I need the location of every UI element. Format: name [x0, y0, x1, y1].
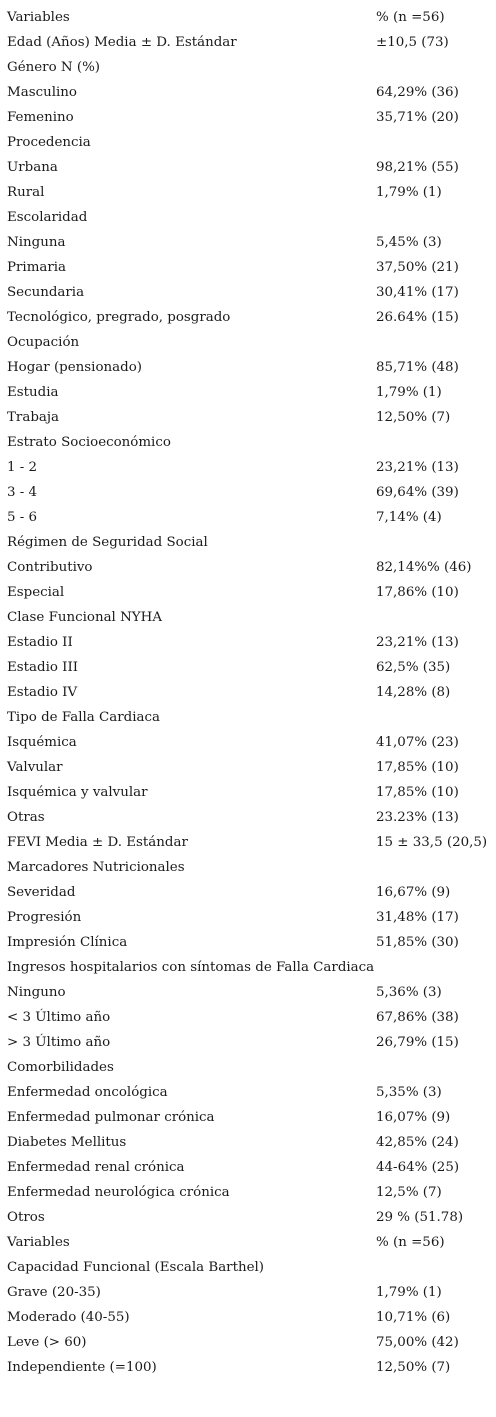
table-row	[7, 830, 496, 855]
table-row	[7, 930, 496, 955]
variable-cell: Tecnológico, pregrado, posgrado	[7, 310, 231, 325]
variable-cell: Enfermedad oncológica	[7, 1085, 168, 1100]
variable-cell: Masculino	[7, 85, 77, 100]
table-row	[7, 605, 496, 630]
table-row	[7, 655, 496, 680]
value-cell: 51,85% (30)	[376, 935, 459, 950]
value-cell: % (n =56)	[376, 10, 445, 25]
variable-cell: Ninguna	[7, 235, 66, 250]
value-cell: 26,79% (15)	[376, 1035, 459, 1050]
value-cell: 14,28% (8)	[376, 685, 451, 700]
table-row	[7, 955, 496, 980]
variable-cell: Clase Funcional NYHA	[7, 610, 162, 625]
value-cell: ±10,5 (73)	[376, 35, 449, 50]
value-cell: 98,21% (55)	[376, 160, 459, 175]
variable-cell: Estrato Socioeconómico	[7, 435, 171, 450]
table-row	[7, 1030, 496, 1055]
value-cell: 64,29% (36)	[376, 85, 459, 100]
value-cell: 7,14% (4)	[376, 510, 442, 525]
table-row	[7, 155, 496, 180]
value-cell: 82,14%% (46)	[376, 560, 472, 575]
variable-cell: Variables	[7, 1235, 70, 1250]
variable-cell: Tipo de Falla Cardiaca	[7, 710, 160, 725]
value-cell: 42,85% (24)	[376, 1135, 459, 1150]
table-row	[7, 1180, 496, 1205]
variable-cell: Marcadores Nutricionales	[7, 860, 185, 875]
variable-cell: Isquémica	[7, 735, 77, 750]
table-row	[7, 80, 496, 105]
table-row	[7, 5, 496, 30]
table-row	[7, 305, 496, 330]
table-row	[7, 730, 496, 755]
table-row	[7, 530, 496, 555]
table-row	[7, 130, 496, 155]
table-row	[7, 1330, 496, 1355]
variable-cell: Estudia	[7, 385, 59, 400]
table-row	[7, 980, 496, 1005]
variable-cell: Estadio III	[7, 660, 79, 675]
table-row	[7, 1355, 496, 1380]
value-cell: % (n =56)	[376, 1235, 445, 1250]
value-cell: 16,07% (9)	[376, 1110, 451, 1125]
table-row	[7, 480, 496, 505]
variable-cell: Rural	[7, 185, 45, 200]
table-row	[7, 330, 496, 355]
variable-cell: Otros	[7, 1210, 45, 1225]
table-row	[7, 1005, 496, 1030]
variable-cell: Capacidad Funcional (Escala Barthel)	[7, 1260, 265, 1275]
table-row	[7, 680, 496, 705]
variable-cell: Escolaridad	[7, 210, 88, 225]
variable-cell: Progresión	[7, 910, 82, 925]
table-row	[7, 105, 496, 130]
value-cell: 30,41% (17)	[376, 285, 459, 300]
table-row	[7, 1055, 496, 1080]
table-row	[7, 1305, 496, 1330]
value-cell: 15 ± 33,5 (20,5)	[376, 835, 488, 850]
value-cell: 62,5% (35)	[376, 660, 451, 675]
value-cell: 1,79% (1)	[376, 385, 442, 400]
variable-cell: Comorbilidades	[7, 1060, 114, 1075]
table-row	[7, 855, 496, 880]
table-row	[7, 580, 496, 605]
table-row	[7, 280, 496, 305]
table-row	[7, 1230, 496, 1255]
table-row	[7, 1255, 496, 1280]
table-row	[7, 705, 496, 730]
variable-cell: 3 - 4	[7, 485, 38, 500]
table-row	[7, 1130, 496, 1155]
value-cell: 1,79% (1)	[376, 185, 442, 200]
table-row	[7, 780, 496, 805]
variable-cell: 5 - 6	[7, 510, 38, 525]
table-row	[7, 455, 496, 480]
value-cell: 23,21% (13)	[376, 460, 459, 475]
table-row	[7, 1280, 496, 1305]
value-cell: 5,36% (3)	[376, 985, 442, 1000]
variable-cell: Estadio II	[7, 635, 73, 650]
variable-cell: Trabaja	[7, 410, 60, 425]
variable-cell: Variables	[7, 10, 70, 25]
variable-cell: Especial	[7, 585, 65, 600]
variable-cell: Urbana	[7, 160, 58, 175]
variable-cell: Otras	[7, 810, 45, 825]
variable-cell: Valvular	[7, 760, 63, 775]
table-row	[7, 630, 496, 655]
table-row	[7, 755, 496, 780]
value-cell: 67,86% (38)	[376, 1010, 459, 1025]
value-cell: 1,79% (1)	[376, 1285, 442, 1300]
value-cell: 35,71% (20)	[376, 110, 459, 125]
variable-cell: Enfermedad pulmonar crónica	[7, 1110, 215, 1125]
value-cell: 23,21% (13)	[376, 635, 459, 650]
value-cell: 12,5% (7)	[376, 1185, 442, 1200]
variable-cell: Independiente (=100)	[7, 1360, 157, 1375]
table-row	[7, 255, 496, 280]
variable-cell: 1 - 2	[7, 460, 38, 475]
variable-cell: Primaria	[7, 260, 67, 275]
variable-cell: Régimen de Seguridad Social	[7, 535, 208, 550]
variable-cell: Género N (%)	[7, 60, 101, 75]
variable-cell: < 3 Último año	[7, 1010, 111, 1025]
table-row	[7, 1080, 496, 1105]
variable-cell: Enfermedad neurológica crónica	[7, 1185, 230, 1200]
value-cell: 37,50% (21)	[376, 260, 459, 275]
value-cell: 5,35% (3)	[376, 1085, 442, 1100]
table-row	[7, 55, 496, 80]
variable-cell: Isquémica y valvular	[7, 785, 148, 800]
variable-cell: Estadio IV	[7, 685, 78, 700]
variable-cell: Edad (Años) Media ± D. Estándar	[7, 35, 237, 50]
value-cell: 26.64% (15)	[376, 310, 459, 325]
table-row	[7, 180, 496, 205]
value-cell: 75,00% (42)	[376, 1335, 459, 1350]
table-row	[7, 1205, 496, 1230]
table-row	[7, 880, 496, 905]
value-cell: 12,50% (7)	[376, 410, 451, 425]
table-row	[7, 430, 496, 455]
variable-cell: Leve (> 60)	[7, 1335, 87, 1350]
variable-cell: Contributivo	[7, 560, 93, 575]
table-row	[7, 1105, 496, 1130]
variable-cell: Impresión Clínica	[7, 935, 128, 950]
variable-cell: Severidad	[7, 885, 76, 900]
variable-cell: Femenino	[7, 110, 74, 125]
variable-cell: Grave (20-35)	[7, 1285, 101, 1300]
value-cell: 16,67% (9)	[376, 885, 451, 900]
value-cell: 17,85% (10)	[376, 785, 459, 800]
table-row	[7, 805, 496, 830]
variable-cell: Moderado (40-55)	[7, 1310, 130, 1325]
value-cell: 41,07% (23)	[376, 735, 459, 750]
value-cell: 17,86% (10)	[376, 585, 459, 600]
table-row	[7, 355, 496, 380]
variable-cell: FEVI Media ± D. Estándar	[7, 835, 188, 850]
variable-cell: Procedencia	[7, 135, 91, 150]
table-row	[7, 905, 496, 930]
variable-cell: Ocupación	[7, 335, 80, 350]
value-cell: 69,64% (39)	[376, 485, 459, 500]
table-row	[7, 1155, 496, 1180]
value-cell: 29 % (51.78)	[376, 1210, 464, 1225]
table-row	[7, 405, 496, 430]
variable-cell: > 3 Último año	[7, 1035, 111, 1050]
value-cell: 12,50% (7)	[376, 1360, 451, 1375]
value-cell: 44-64% (25)	[376, 1160, 460, 1175]
data-table	[7, 5, 496, 1380]
table-row	[7, 380, 496, 405]
table-row	[7, 205, 496, 230]
value-cell: 31,48% (17)	[376, 910, 459, 925]
variable-cell: Diabetes Mellitus	[7, 1135, 127, 1150]
value-cell: 5,45% (3)	[376, 235, 442, 250]
value-cell: 17,85% (10)	[376, 760, 459, 775]
variable-cell: Ninguno	[7, 985, 66, 1000]
value-cell: 23.23% (13)	[376, 810, 459, 825]
table-row	[7, 505, 496, 530]
table-row	[7, 30, 496, 55]
variable-cell: Secundaria	[7, 285, 85, 300]
table-row	[7, 555, 496, 580]
variable-cell: Enfermedad renal crónica	[7, 1160, 185, 1175]
value-cell: 10,71% (6)	[376, 1310, 451, 1325]
table-row	[7, 230, 496, 255]
variable-cell: Hogar (pensionado)	[7, 360, 142, 375]
value-cell: 85,71% (48)	[376, 360, 459, 375]
variable-cell: Ingresos hospitalarios con síntomas de Falla Cardiaca	[7, 960, 375, 975]
